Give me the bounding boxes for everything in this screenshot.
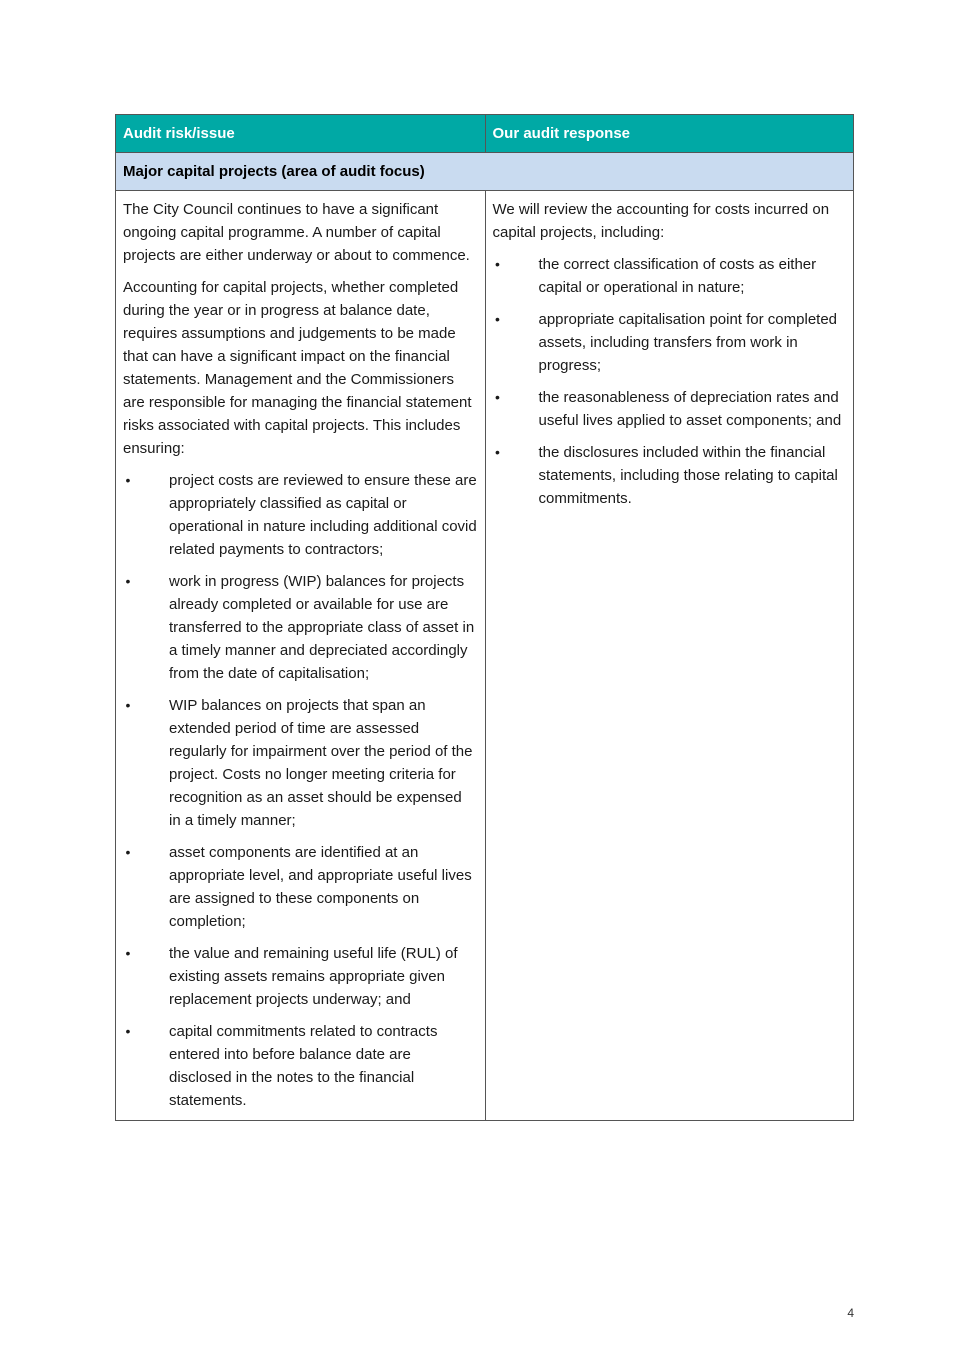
bullet-icon: • (495, 311, 500, 327)
list-item-text: asset components are identified at an appropriate level, and appropriate useful lives are assigned to these components on completion; (169, 844, 472, 930)
list-item-text: project costs are reviewed to ensure these are appropriately classified as capital or operational in nature including additional covid related payments to contractors; (169, 472, 477, 558)
section-row (116, 153, 854, 191)
list-item-text: the value and remaining useful life (RUL) of existing assets remains appropriate given replacement projects underway; and (169, 945, 458, 1008)
response-bullet-list (493, 253, 847, 510)
header-audit-risk: Audit risk/issue (116, 115, 486, 153)
list-item (493, 386, 847, 432)
table-header-row (116, 115, 854, 153)
content-row (116, 191, 854, 1121)
list-item-text: capital commitments related to contracts entered into before balance date are disclosed in the notes to the financial statements. (169, 1023, 438, 1109)
list-item (123, 469, 478, 561)
list-item-text: the reasonableness of depreciation rates and useful lives applied to asset components; and (538, 389, 842, 429)
bullet-icon: • (125, 844, 131, 860)
list-item (123, 1020, 478, 1112)
list-item (493, 308, 847, 377)
list-item-text: WIP balances on projects that span an extended period of time are assessed regularly for impairment over the period of the project. Costs no longer meeting criteria for recognition as an asset should be expensed in a timely manner; (169, 697, 473, 829)
list-item-text: appropriate capitalisation point for completed assets, including transfers from work in progress; (538, 311, 838, 374)
bullet-icon: • (495, 444, 500, 460)
bullet-icon: • (125, 697, 131, 713)
page-number: 4 (847, 1306, 854, 1320)
list-item (123, 694, 478, 832)
list-item-text: the disclosures included within the financial statements, including those relating to capital commitments. (538, 444, 838, 507)
response-intro: We will review the accounting for costs incurred on capital projects, including: (492, 201, 830, 241)
response-cell (485, 191, 854, 1121)
bullet-icon: • (495, 389, 500, 405)
risk-paragraph: Accounting for capital projects, whether completed during the year or in progress at balance date, requires assumptions and judgements to be made that can have a significant impact on the financial statements. Management and the Commissioners are responsible for managing the financial statement risks associated with capital projects. This includes ensuring: (123, 279, 472, 457)
list-item-text: the correct classification of costs as either capital or operational in nature; (538, 256, 817, 296)
list-item (123, 841, 478, 933)
header-audit-response: Our audit response (485, 115, 854, 153)
bullet-icon: • (125, 573, 131, 589)
audit-risk-table (115, 114, 854, 1121)
bullet-icon: • (495, 256, 500, 272)
bullet-icon: • (125, 472, 131, 488)
risk-paragraph: The City Council continues to have a significant ongoing capital programme. A number of capital projects are either underway or about to commence. (123, 201, 470, 264)
list-item (493, 253, 847, 299)
list-item (123, 942, 478, 1011)
list-item (493, 441, 847, 510)
section-title: Major capital projects (area of audit focus) (116, 153, 854, 191)
risk-bullet-list (123, 469, 478, 1112)
risk-cell (116, 191, 486, 1121)
list-item-text: work in progress (WIP) balances for projects already completed or available for use are transferred to the appropriate class of asset in a timely manner and depreciated accordingly from the date of capitalisation; (169, 573, 475, 682)
list-item (123, 570, 478, 685)
bullet-icon: • (125, 945, 131, 961)
bullet-icon: • (125, 1023, 131, 1039)
